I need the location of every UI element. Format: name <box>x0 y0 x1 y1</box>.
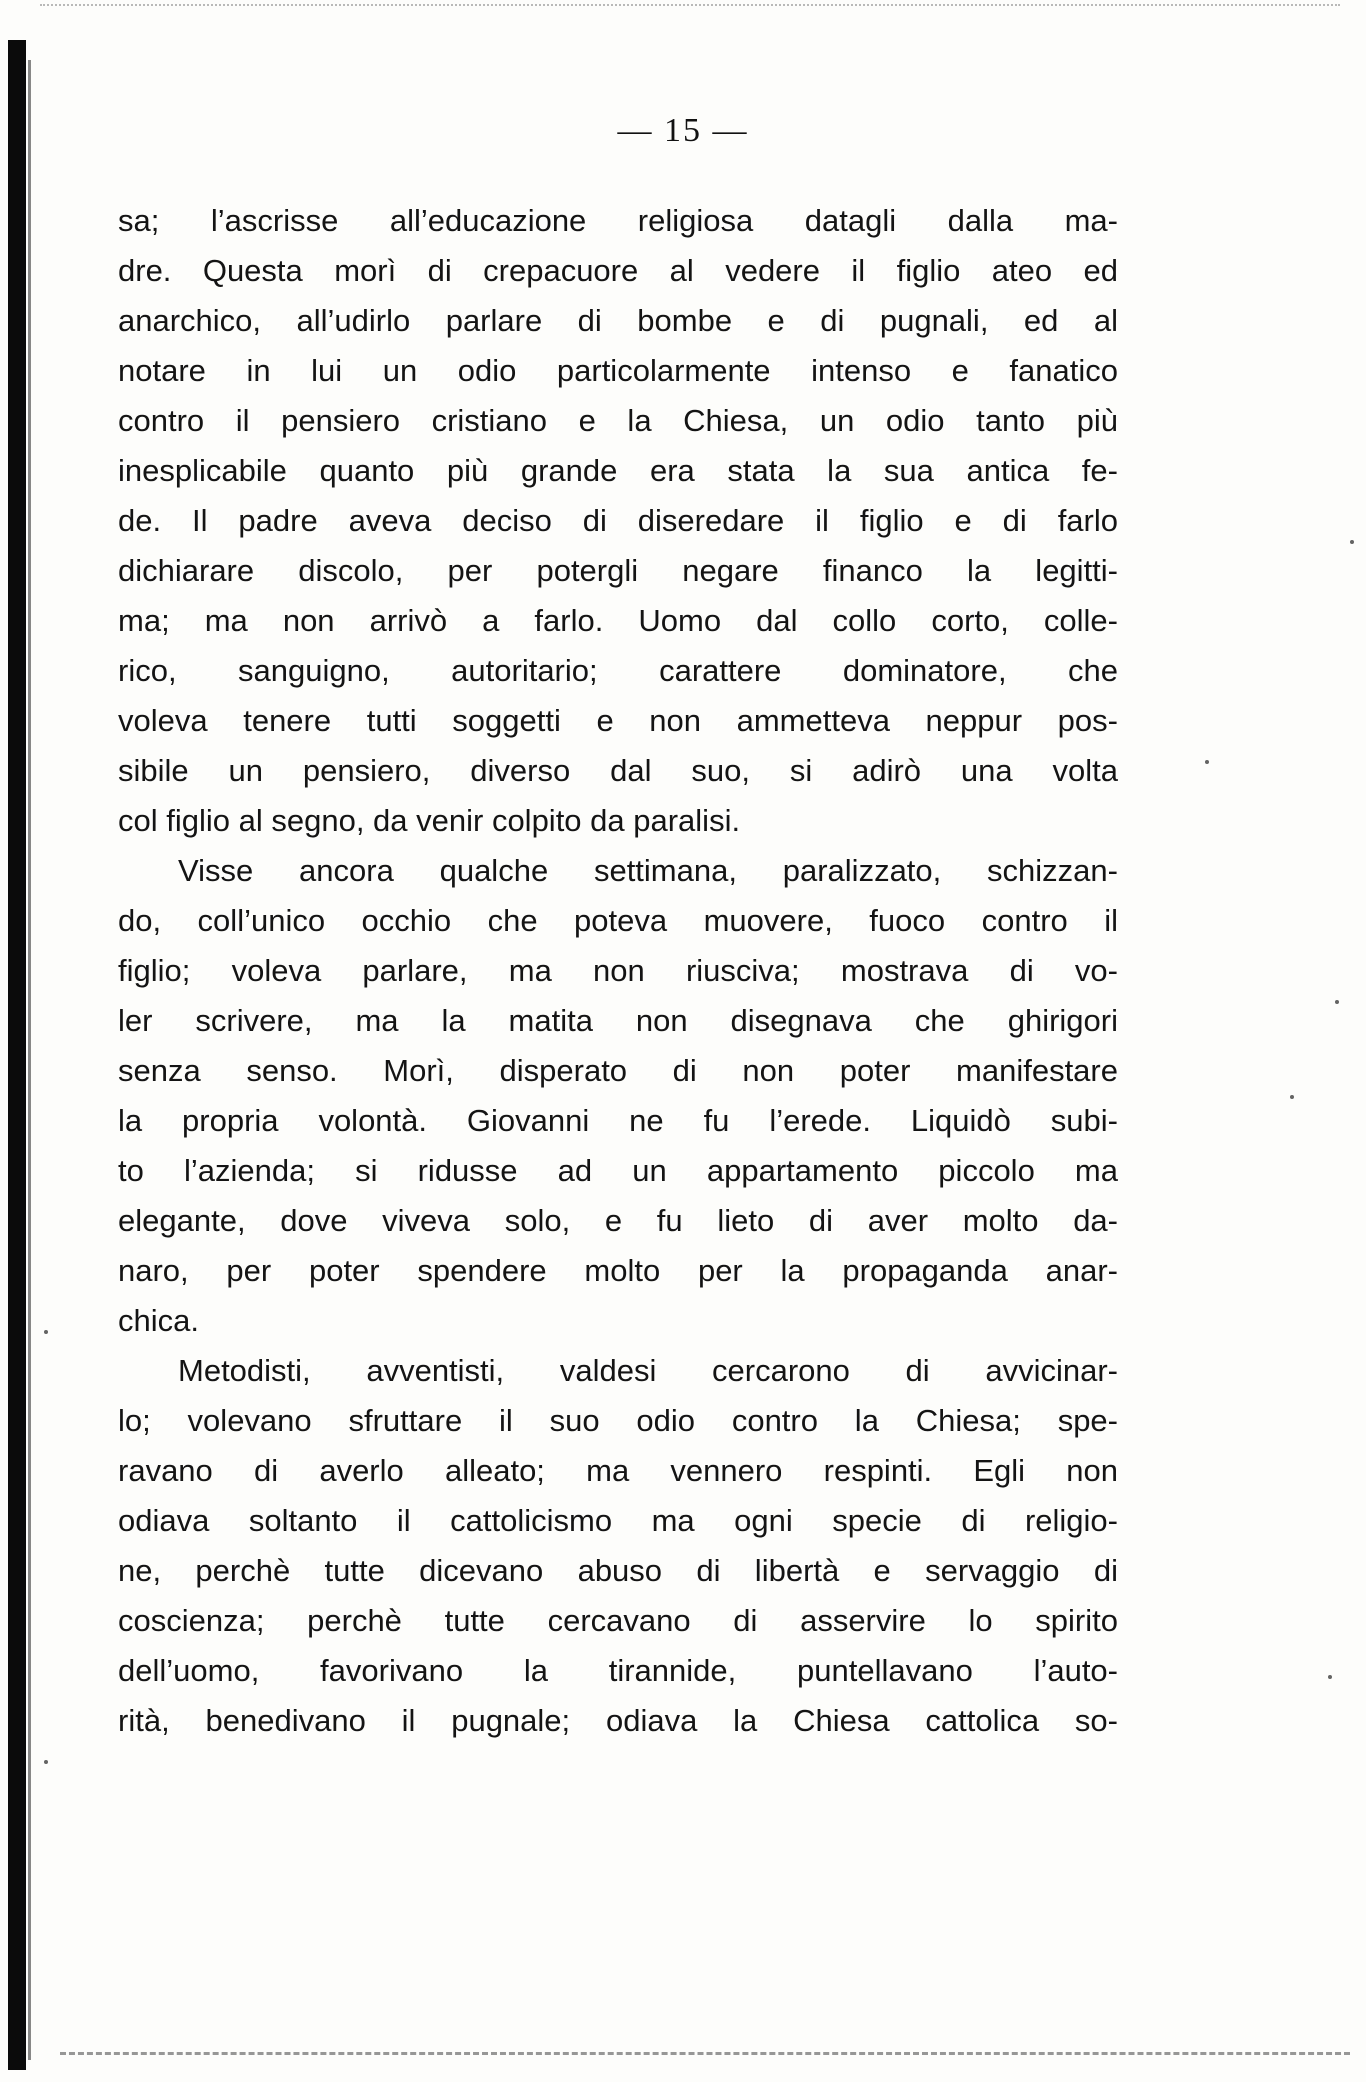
text-line: sibile un pensiero, diverso dal suo, si adirò una volta <box>118 753 1118 788</box>
text-line: ler scrivere, ma la matita non disegnava che ghirigori <box>118 1003 1118 1038</box>
text-line: lo; volevano sfruttare il suo odio contro la Chiesa; spe- <box>118 1403 1118 1438</box>
text-line: ne, perchè tutte dicevano abuso di libertà e servaggio di <box>118 1553 1118 1588</box>
body-text <box>118 196 1118 1746</box>
text-line: senza senso. Morì, disperato di non poter manifestare <box>118 1053 1118 1088</box>
text-line: chica. <box>118 1303 199 1338</box>
text-line: la propria volontà. Giovanni ne fu l’erede. Liquidò subi- <box>118 1103 1118 1138</box>
text-line: de. Il padre aveva deciso di diseredare il figlio e di farlo <box>118 503 1118 538</box>
text-line: elegante, dove viveva solo, e fu lieto di aver molto da- <box>118 1203 1118 1238</box>
scan-speck <box>1290 1095 1294 1099</box>
text-line: rico, sanguigno, autoritario; carattere dominatore, che <box>118 653 1118 688</box>
scan-speck <box>44 1330 48 1334</box>
text-line: rità, benedivano il pugnale; odiava la Chiesa cattolica so- <box>118 1703 1118 1738</box>
scan-speck <box>1335 1000 1339 1004</box>
text-line: dichiarare discolo, per potergli negare financo la legitti- <box>118 553 1118 588</box>
text-line: voleva tenere tutti soggetti e non ammetteva neppur pos- <box>118 703 1118 738</box>
page-number: — 15 — <box>617 112 749 149</box>
text-line: dre. Questa morì di crepacuore al vedere il figlio ateo ed <box>118 253 1118 288</box>
scan-noise-bottom <box>60 2052 1350 2061</box>
text-line: inesplicabile quanto più grande era stata la sua antica fe- <box>118 453 1118 488</box>
text-line: anarchico, all’udirlo parlare di bombe e di pugnali, ed al <box>118 303 1118 338</box>
text-line: notare in lui un odio particolarmente intenso e fanatico <box>118 353 1118 388</box>
text-line: dell’uomo, favorivano la tirannide, puntellavano l’auto- <box>118 1653 1118 1688</box>
text-line: col figlio al segno, da venir colpito da paralisi. <box>118 803 741 838</box>
scan-speck <box>1205 760 1209 764</box>
text-line: do, coll’unico occhio che poteva muovere, fuoco contro il <box>118 903 1118 938</box>
text-line: odiava soltanto il cattolicismo ma ogni specie di religio- <box>118 1503 1118 1538</box>
scan-noise-top <box>40 4 1340 12</box>
binding-shadow <box>8 40 26 2070</box>
text-line: ma; ma non arrivò a farlo. Uomo dal collo corto, colle- <box>118 603 1118 638</box>
scan-speck <box>1328 1675 1332 1679</box>
text-line: Visse ancora qualche settimana, paralizzato, schizzan- <box>178 853 1118 888</box>
text-line: naro, per poter spendere molto per la propaganda anar- <box>118 1253 1118 1288</box>
text-line: ravano di averlo alleato; ma vennero respinti. Egli non <box>118 1453 1118 1488</box>
text-line: figlio; voleva parlare, ma non riusciva; mostrava di vo- <box>118 953 1118 988</box>
scan-speck <box>1350 540 1354 544</box>
text-line: Metodisti, avventisti, valdesi cercarono di avvicinar- <box>178 1353 1118 1388</box>
binding-shadow-inner <box>28 60 31 2060</box>
scan-speck <box>44 1760 48 1764</box>
text-line: to l’azienda; si ridusse ad un appartamento piccolo ma <box>118 1153 1118 1188</box>
text-line: contro il pensiero cristiano e la Chiesa, un odio tanto più <box>118 403 1118 438</box>
text-line: sa; l’ascrisse all’educazione religiosa datagli dalla ma- <box>118 203 1118 238</box>
text-line: coscienza; perchè tutte cercavano di asservire lo spirito <box>118 1603 1118 1638</box>
